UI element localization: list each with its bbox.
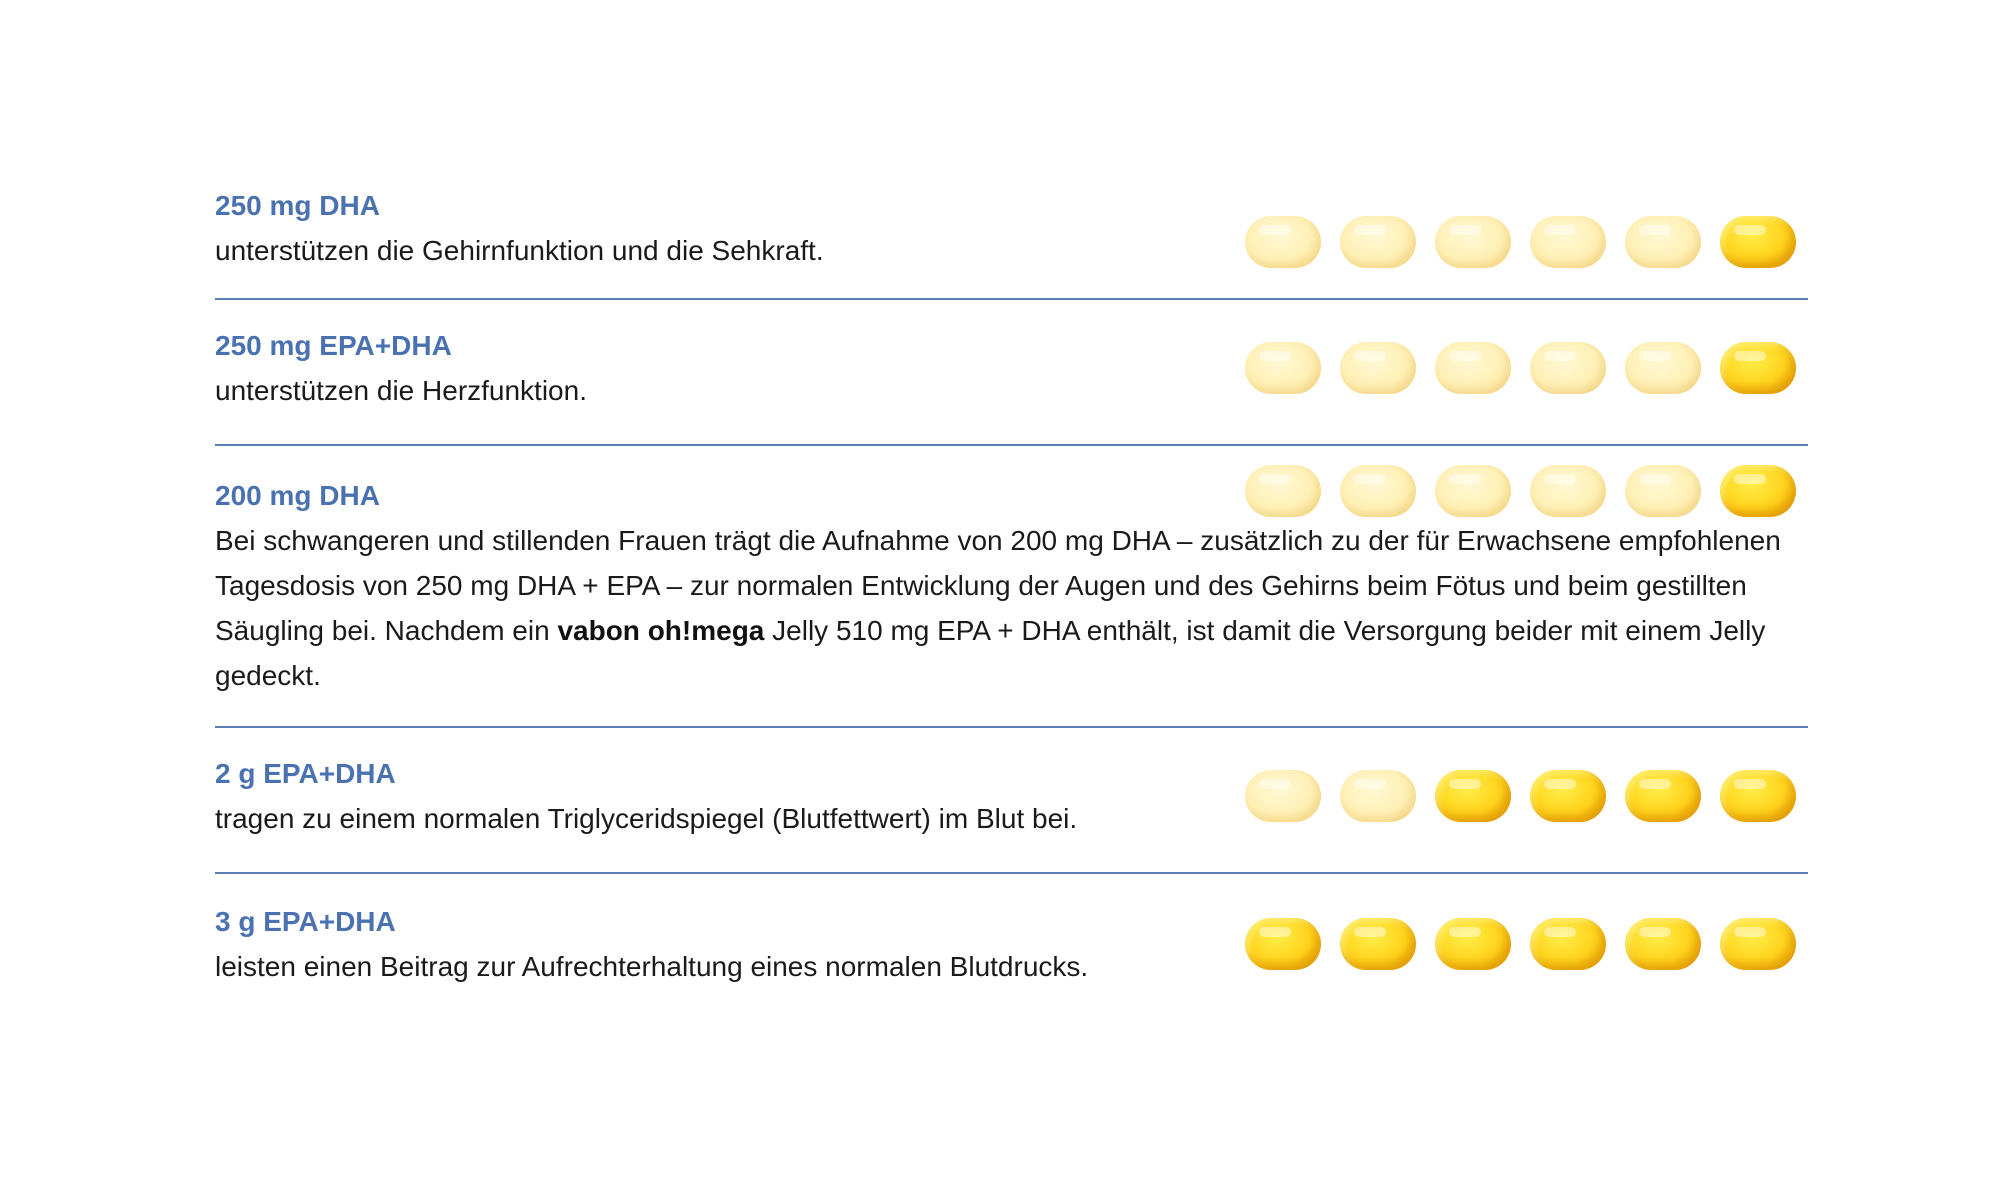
benefit-row-dha-pregnancy	[215, 446, 1808, 728]
jelly-filled-icon	[1625, 918, 1701, 970]
benefit-description: leisten einen Beitrag zur Aufrechterhaltung eines normalen Blutdrucks.	[215, 951, 1089, 982]
omega-benefits-list	[215, 168, 1808, 1014]
jelly-filled-icon	[1435, 918, 1511, 970]
jelly-filled-icon	[1625, 770, 1701, 822]
jelly-empty-icon	[1435, 465, 1511, 517]
jelly-empty-icon	[1530, 465, 1606, 517]
jelly-filled-icon	[1720, 918, 1796, 970]
jelly-filled-icon	[1340, 918, 1416, 970]
jelly-empty-icon	[1435, 216, 1511, 268]
jelly-empty-icon	[1625, 216, 1701, 268]
jelly-dosage-indicator	[1245, 770, 1796, 822]
jelly-dosage-indicator	[1245, 918, 1796, 970]
benefit-description: tragen zu einem normalen Triglyceridspiegel (Blutfettwert) im Blut bei.	[215, 803, 1078, 834]
benefit-heading: 200 mg DHA	[215, 480, 380, 511]
jelly-empty-icon	[1530, 342, 1606, 394]
jelly-filled-icon	[1720, 216, 1796, 268]
jelly-empty-icon	[1340, 770, 1416, 822]
benefit-heading: 250 mg EPA+DHA	[215, 330, 452, 361]
benefit-row-dha-brain	[215, 168, 1808, 300]
jelly-empty-icon	[1340, 465, 1416, 517]
jelly-empty-icon	[1625, 342, 1701, 394]
jelly-filled-icon	[1435, 770, 1511, 822]
jelly-filled-icon	[1720, 465, 1796, 517]
jelly-empty-icon	[1340, 216, 1416, 268]
jelly-empty-icon	[1435, 342, 1511, 394]
jelly-filled-icon	[1720, 770, 1796, 822]
jelly-filled-icon	[1720, 342, 1796, 394]
jelly-dosage-indicator	[1245, 465, 1796, 517]
benefit-row-epa-dha-blood-pressure	[215, 874, 1808, 1014]
benefit-row-epa-dha-heart	[215, 300, 1808, 446]
benefit-heading: 2 g EPA+DHA	[215, 758, 396, 789]
jelly-filled-icon	[1245, 918, 1321, 970]
jelly-empty-icon	[1245, 216, 1321, 268]
brand-name: vabon oh!mega	[557, 615, 765, 646]
jelly-filled-icon	[1530, 770, 1606, 822]
jelly-empty-icon	[1245, 342, 1321, 394]
jelly-empty-icon	[1245, 465, 1321, 517]
jelly-filled-icon	[1530, 918, 1606, 970]
jelly-empty-icon	[1625, 465, 1701, 517]
jelly-dosage-indicator	[1245, 342, 1796, 394]
jelly-dosage-indicator	[1245, 216, 1796, 268]
benefit-description	[215, 518, 1808, 698]
benefit-description-part2: Jelly 510 mg EPA + DHA enthält, ist damit die Versorgung beider mit einem Jelly gedeckt.	[215, 615, 1766, 691]
benefit-heading: 3 g EPA+DHA	[215, 906, 396, 937]
benefit-description-part1: Bei schwangeren und stillenden Frauen trägt die Aufnahme von 200 mg DHA – zusätzlich zu der für Erwachsene empfohlenen Tagesdosis von 250 mg DHA + EPA – zur normalen Entwicklung der Augen und des Gehirns beim Fötus und beim gestillten Säugling bei. Nachdem ein	[215, 525, 1781, 646]
benefit-description: unterstützen die Gehirnfunktion und die Sehkraft.	[215, 235, 824, 266]
benefit-description: unterstützen die Herzfunktion.	[215, 375, 587, 406]
jelly-empty-icon	[1530, 216, 1606, 268]
benefit-row-epa-dha-triglycerides	[215, 728, 1808, 874]
benefit-heading: 250 mg DHA	[215, 190, 380, 221]
jelly-empty-icon	[1340, 342, 1416, 394]
jelly-empty-icon	[1245, 770, 1321, 822]
